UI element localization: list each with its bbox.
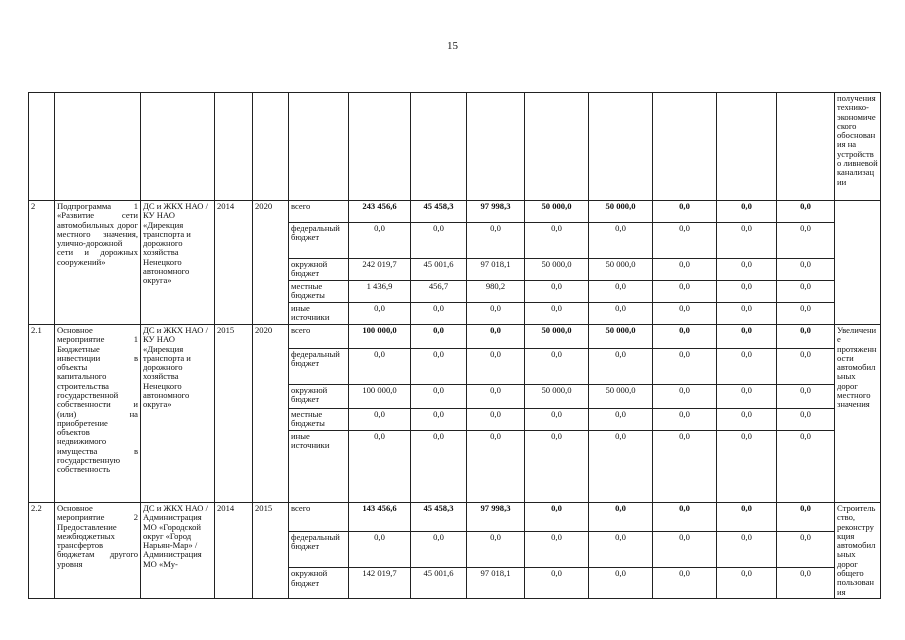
amount-cell: 0,0 [525, 281, 589, 303]
amount-cell: 0,0 [589, 303, 653, 325]
end-year-cell: 2020 [253, 201, 289, 325]
amount-cell: 0,0 [525, 409, 589, 431]
amount-cell: 0,0 [717, 281, 777, 303]
amount-cell: 0,0 [525, 503, 589, 532]
amount-cell: 45 001,6 [411, 568, 467, 599]
amount-cell: 0,0 [589, 568, 653, 599]
amount-cell: 0,0 [467, 223, 525, 259]
amount-cell: 0,0 [717, 531, 777, 568]
amount-cell: 0,0 [653, 223, 717, 259]
page-number: 15 [447, 40, 458, 52]
amount-cell: 0,0 [467, 431, 525, 503]
amount-cell: 0,0 [717, 259, 777, 281]
amount-cell: 0,0 [777, 503, 835, 532]
table-row [29, 503, 881, 532]
row-number-cell: 2.1 [29, 325, 55, 503]
cell-empty [717, 93, 777, 201]
amount-cell: 0,0 [777, 531, 835, 568]
amount-cell: 1 436,9 [349, 281, 411, 303]
amount-cell: 0,0 [467, 385, 525, 409]
amount-cell: 97 998,3 [467, 201, 525, 223]
table-row-continued [29, 93, 881, 201]
amount-cell: 0,0 [411, 303, 467, 325]
amount-cell: 456,7 [411, 281, 467, 303]
amount-cell: 0,0 [411, 325, 467, 349]
amount-cell: 0,0 [349, 409, 411, 431]
amount-cell: 0,0 [589, 223, 653, 259]
amount-cell: 0,0 [411, 531, 467, 568]
source-label-cell: федеральный бюджет [289, 223, 349, 259]
amount-cell: 0,0 [411, 223, 467, 259]
amount-cell: 980,2 [467, 281, 525, 303]
cell-empty [215, 93, 253, 201]
amount-cell: 0,0 [589, 503, 653, 532]
source-label-cell: иные источники [289, 303, 349, 325]
cell-empty [141, 93, 215, 201]
amount-cell: 0,0 [589, 531, 653, 568]
amount-cell: 0,0 [653, 385, 717, 409]
cell-empty [525, 93, 589, 201]
amount-cell: 0,0 [717, 385, 777, 409]
amount-cell: 50 000,0 [525, 259, 589, 281]
amount-cell: 0,0 [777, 431, 835, 503]
cell-empty [253, 93, 289, 201]
table-row [29, 325, 881, 349]
amount-cell: 50 000,0 [589, 385, 653, 409]
amount-cell: 0,0 [717, 431, 777, 503]
cell-empty [55, 93, 141, 201]
amount-cell: 0,0 [589, 349, 653, 385]
amount-cell: 0,0 [467, 409, 525, 431]
amount-cell: 0,0 [777, 201, 835, 223]
cell-empty [411, 93, 467, 201]
amount-cell: 0,0 [717, 201, 777, 223]
result-cell: Строительство, реконструкция автомобильных дорог общего пользования [835, 503, 881, 599]
amount-cell: 0,0 [717, 303, 777, 325]
amount-cell: 0,0 [589, 281, 653, 303]
amount-cell: 0,0 [653, 531, 717, 568]
amount-cell: 0,0 [777, 385, 835, 409]
activity-name-cell: Основное мероприятие 1 Бюджетные инвестиции в объекты капитального строительства государственной собственности и (или) на приобретение объектов недвижимого имущества в государственную собственность [55, 325, 141, 503]
end-year-cell: 2020 [253, 325, 289, 503]
amount-cell: 142 019,7 [349, 568, 411, 599]
amount-cell: 45 458,3 [411, 201, 467, 223]
source-label-cell: всего [289, 503, 349, 532]
amount-cell: 0,0 [525, 431, 589, 503]
amount-cell: 0,0 [717, 223, 777, 259]
amount-cell: 0,0 [349, 303, 411, 325]
amount-cell: 243 456,6 [349, 201, 411, 223]
amount-cell: 0,0 [349, 223, 411, 259]
start-year-cell: 2014 [215, 201, 253, 325]
amount-cell: 50 000,0 [589, 259, 653, 281]
amount-cell: 0,0 [777, 409, 835, 431]
amount-cell: 0,0 [777, 281, 835, 303]
cell-empty [777, 93, 835, 201]
amount-cell: 0,0 [411, 385, 467, 409]
amount-cell: 0,0 [653, 325, 717, 349]
amount-cell: 0,0 [349, 349, 411, 385]
source-label-cell: всего [289, 325, 349, 349]
result-cell: получения технико-экономического обоснования на устройство ливневой канализации [835, 93, 881, 201]
amount-cell: 0,0 [525, 349, 589, 385]
result-cell [835, 201, 881, 325]
source-label-cell: окружной бюджет [289, 568, 349, 599]
source-label-cell: федеральный бюджет [289, 531, 349, 568]
amount-cell: 0,0 [525, 568, 589, 599]
source-label-cell: иные источники [289, 431, 349, 503]
amount-cell: 0,0 [653, 303, 717, 325]
amount-cell: 0,0 [653, 349, 717, 385]
amount-cell: 0,0 [653, 409, 717, 431]
source-label-cell: местные бюджеты [289, 281, 349, 303]
table-row [29, 201, 881, 223]
amount-cell: 100 000,0 [349, 385, 411, 409]
cell-empty [349, 93, 411, 201]
result-cell: Увеличение протяженности автомобильных дорог местного значения [835, 325, 881, 503]
amount-cell: 0,0 [777, 568, 835, 599]
amount-cell: 0,0 [653, 503, 717, 532]
amount-cell: 50 000,0 [589, 325, 653, 349]
amount-cell: 0,0 [777, 259, 835, 281]
amount-cell: 50 000,0 [525, 385, 589, 409]
amount-cell: 0,0 [653, 431, 717, 503]
amount-cell: 45 001,6 [411, 259, 467, 281]
amount-cell: 50 000,0 [525, 325, 589, 349]
cell-empty [467, 93, 525, 201]
amount-cell: 0,0 [653, 568, 717, 599]
amount-cell: 0,0 [467, 325, 525, 349]
amount-cell: 0,0 [717, 503, 777, 532]
end-year-cell: 2015 [253, 503, 289, 599]
amount-cell: 0,0 [589, 431, 653, 503]
amount-cell: 0,0 [525, 223, 589, 259]
budget-table [28, 92, 881, 599]
amount-cell: 0,0 [653, 201, 717, 223]
amount-cell: 0,0 [777, 349, 835, 385]
executor-cell: ДС и ЖКХ НАО / КУ НАО «Дирекция транспорта и дорожного хозяйства Ненецкого автономного округа» [141, 201, 215, 325]
amount-cell: 0,0 [467, 531, 525, 568]
amount-cell: 0,0 [777, 325, 835, 349]
amount-cell: 0,0 [411, 349, 467, 385]
amount-cell: 97 998,3 [467, 503, 525, 532]
source-label-cell: местные бюджеты [289, 409, 349, 431]
source-label-cell: окружной бюджет [289, 385, 349, 409]
amount-cell: 0,0 [411, 431, 467, 503]
start-year-cell: 2014 [215, 503, 253, 599]
amount-cell: 0,0 [717, 349, 777, 385]
executor-cell: ДС и ЖКХ НАО / КУ НАО «Дирекция транспорта и дорожного хозяйства Ненецкого автономного округа» [141, 325, 215, 503]
amount-cell: 50 000,0 [525, 201, 589, 223]
amount-cell: 0,0 [653, 281, 717, 303]
amount-cell: 97 018,1 [467, 259, 525, 281]
amount-cell: 0,0 [777, 223, 835, 259]
amount-cell: 50 000,0 [589, 201, 653, 223]
amount-cell: 143 456,6 [349, 503, 411, 532]
amount-cell: 0,0 [525, 303, 589, 325]
activity-name-cell: Основное мероприятие 2 Предоставление межбюджетных трансфертов бюджетам другого уровня [55, 503, 141, 599]
row-number-cell: 2 [29, 201, 55, 325]
source-label-cell: окружной бюджет [289, 259, 349, 281]
amount-cell: 0,0 [717, 409, 777, 431]
amount-cell: 0,0 [349, 531, 411, 568]
executor-cell: ДС и ЖКХ НАО / Администрация МО «Городской округ «Город Нарьян-Мар» / Администрация МО «Му- [141, 503, 215, 599]
cell-empty [29, 93, 55, 201]
amount-cell: 0,0 [467, 303, 525, 325]
amount-cell: 0,0 [717, 568, 777, 599]
amount-cell: 45 458,3 [411, 503, 467, 532]
cell-empty [289, 93, 349, 201]
amount-cell: 0,0 [349, 431, 411, 503]
activity-name-cell: Подпрограмма 1 «Развитие сети автомобильных дорог местного значения, улично-дорожной сети и дорожных сооружений» [55, 201, 141, 325]
row-number-cell: 2.2 [29, 503, 55, 599]
amount-cell: 0,0 [525, 531, 589, 568]
amount-cell: 0,0 [467, 349, 525, 385]
amount-cell: 0,0 [589, 409, 653, 431]
start-year-cell: 2015 [215, 325, 253, 503]
amount-cell: 97 018,1 [467, 568, 525, 599]
amount-cell: 0,0 [653, 259, 717, 281]
source-label-cell: всего [289, 201, 349, 223]
cell-empty [653, 93, 717, 201]
amount-cell: 242 019,7 [349, 259, 411, 281]
amount-cell: 0,0 [717, 325, 777, 349]
table-body [29, 93, 881, 599]
amount-cell: 100 000,0 [349, 325, 411, 349]
amount-cell: 0,0 [411, 409, 467, 431]
source-label-cell: федеральный бюджет [289, 349, 349, 385]
cell-empty [589, 93, 653, 201]
amount-cell: 0,0 [777, 303, 835, 325]
